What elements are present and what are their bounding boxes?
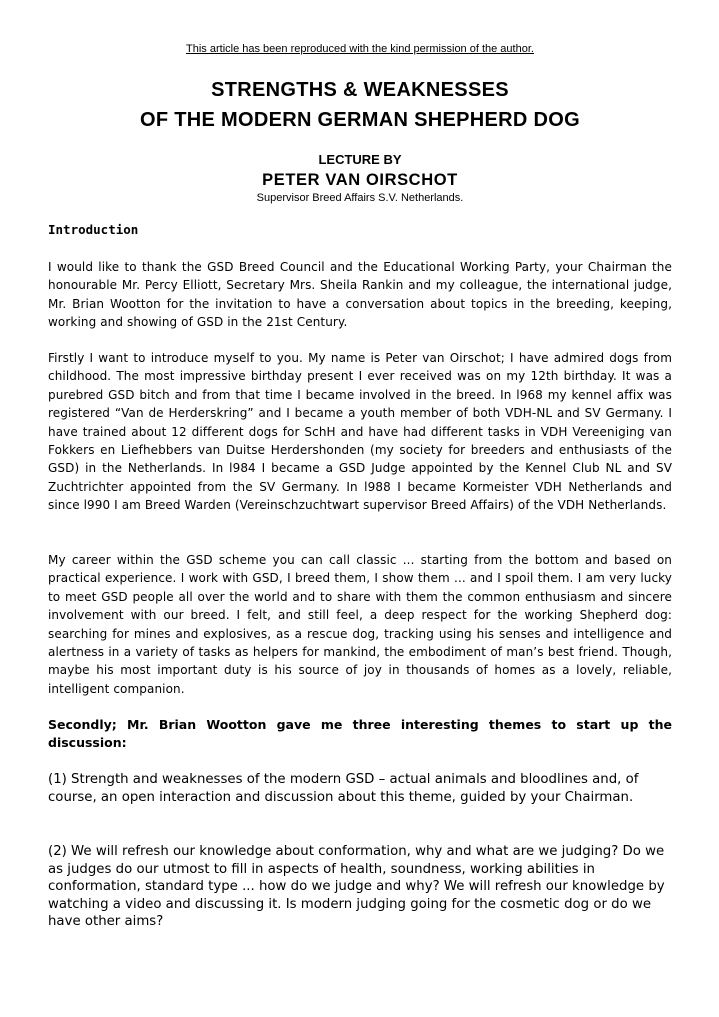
author-name: PETER VAN OIRSCHOT	[262, 171, 458, 189]
lecture-label: LECTURE BY	[318, 152, 402, 167]
paragraph-introduction: Firstly I want to introduce myself to you. My name is Peter van Oirschot; I have admired dogs from childhood. The most impressive birthday present I ever received was on my 12th birthday. It was a purebred GSD bitch and from that time I became involved in the breed. In l968 my kennel affix was registered “Van de Herderskring” and I became a youth member of both VDH-NL and SV Germany. I have trained about 12 different dogs for SchH and have had different tasks in VDH Vereeniging van Fokkers en Liefhebbers van Duitse Herdershonden (my society for breeders and enthusiasts of the GSD) in the Netherlands. In l984 I became a GSD Judge appointed by the Kennel Club NL and SV Zuchtrichter appointed from the SV Germany. In l988 I became Kormeister VDH Netherlands and since l990 I am Breed Warden (Vereinschzuchtwart supervisor Breed Affairs) of the VDH Netherlands.	[48, 351, 672, 513]
theme-item-2: (2) We will refresh our knowledge about conformation, why and what are we judging? Do we as judges do our utmost to fill in aspects of health, soundness, working abilities in conformation, standard type ... how do we judge and why? We will refresh our knowledge by watching a video and discussing it. Is modern judging going for the cosmetic dog or do we have other aims?	[48, 844, 665, 929]
paragraph-career: My career within the GSD scheme you can call classic ... starting from the bottom and based on practical experience. I work with GSD, I breed them, I show them ... and I spoil them. I am very lucky to meet GSD people all over the world and to share with them the common enthusiasm and sincere involvement with our breed. I felt, and still feel, a deep respect for the working Shepherd dog: searching for mines and explosives, as a rescue dog, tracking using his senses and intelligence and alertness in a variety of tasks as helpers for mankind, the embodiment of man’s best friend. Though, maybe his most important duty is his source of joy in thousands of homes as a lovely, reliable, intelligent companion.	[48, 553, 672, 696]
permission-note: This article has been reproduced with the kind permission of the author.	[186, 43, 534, 55]
themes-heading: Secondly; Mr. Brian Wootton gave me three interesting themes to start up the discussion:	[48, 717, 672, 750]
paragraph-thanks: I would like to thank the GSD Breed Council and the Educational Working Party, your Chairman the honourable Mr. Percy Elliott, Secretary Mrs. Sheila Rankin and my colleague, the international judge, Mr. Brian Wootton for the invitation to have a conversation about topics in the breeding, keeping, working and showing of GSD in the 21st Century.	[48, 260, 672, 330]
title-line-1: STRENGTHS & WEAKNESSES	[211, 79, 509, 101]
author-affiliation: Supervisor Breed Affairs S.V. Netherlands.	[256, 192, 464, 204]
theme-item-1: (1) Strength and weaknesses of the modern GSD – actual animals and bloodlines and, of course, an open interaction and discussion about this theme, guided by your Chairman.	[48, 772, 639, 805]
section-heading: Introduction	[48, 222, 139, 237]
title-line-2: OF THE MODERN GERMAN SHEPHERD DOG	[140, 109, 580, 131]
